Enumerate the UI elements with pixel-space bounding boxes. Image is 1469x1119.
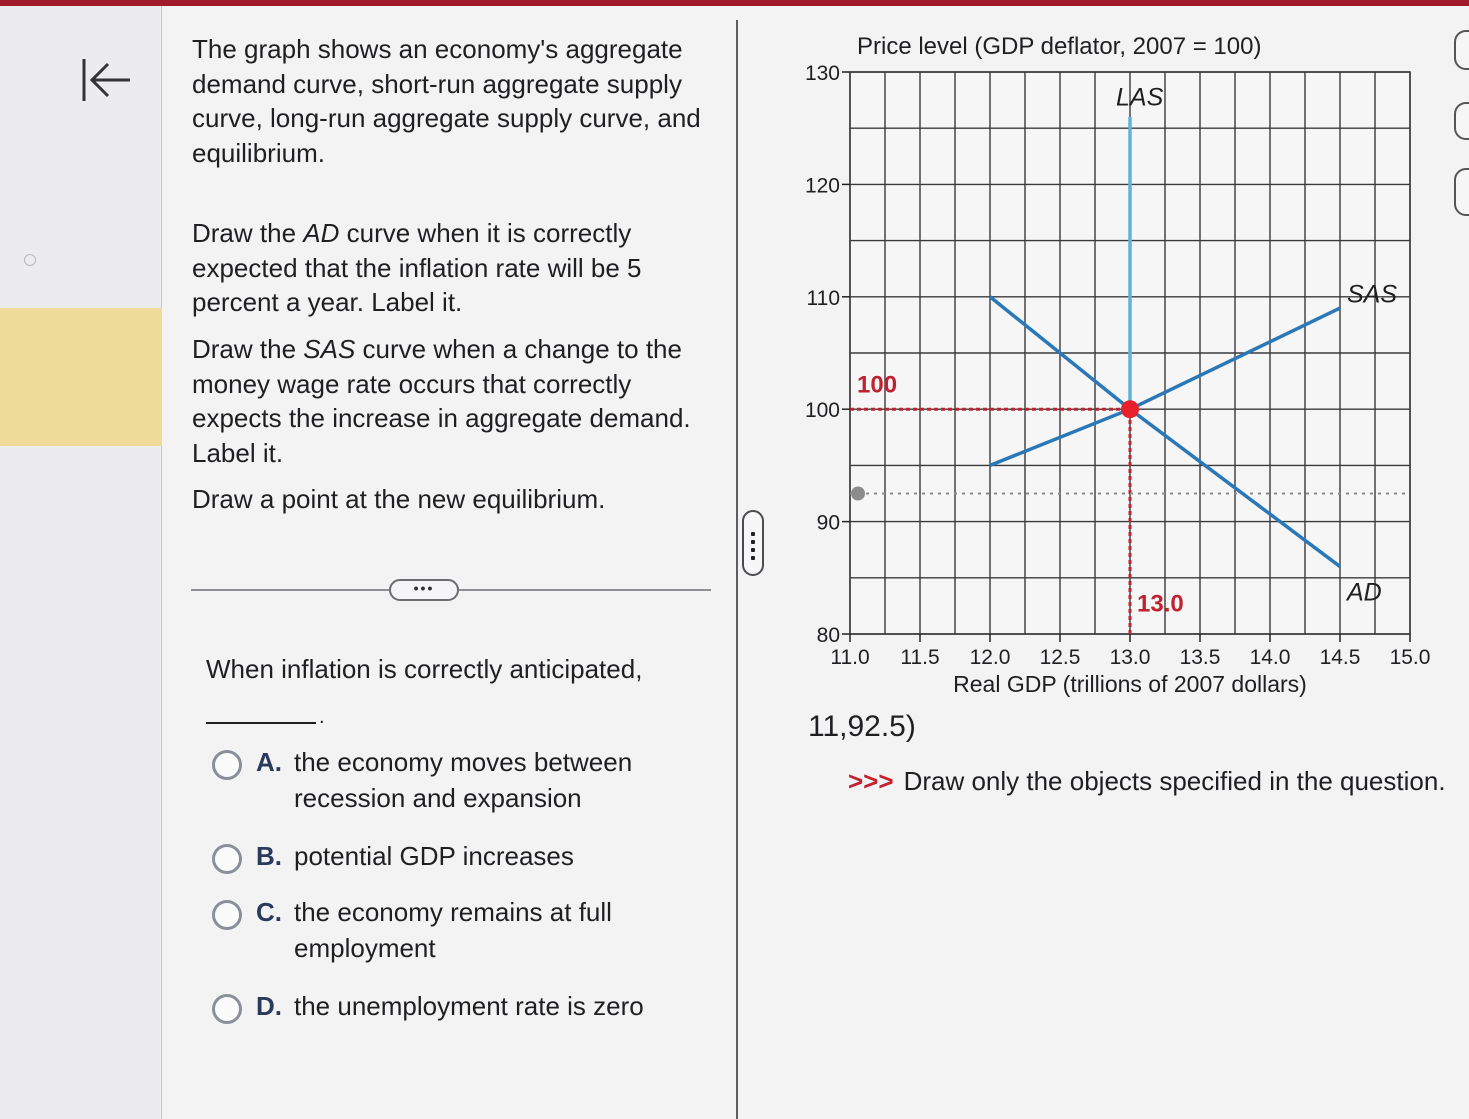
- drawing-instruction: [848, 766, 1446, 797]
- y-tick-label: 120: [804, 174, 840, 198]
- x-axis-label: Real GDP (trillions of 2007 dollars): [953, 671, 1307, 697]
- tool-button-3[interactable]: [1454, 168, 1469, 216]
- curve-label-13-0: 13.0: [1137, 590, 1184, 618]
- x-tick-label: 13.5: [1179, 646, 1221, 669]
- curve-label-ad: AD: [1347, 578, 1382, 607]
- option-d-text: the unemployment rate is zero: [294, 991, 644, 1021]
- sub-question-prompt: When inflation is correctly anticipated,: [206, 654, 643, 684]
- x-tick-label: 13.0: [1109, 646, 1151, 669]
- tool-button-1[interactable]: [1454, 30, 1469, 70]
- option-a-letter: A.: [256, 747, 282, 777]
- y-tick-label: 130: [804, 62, 840, 85]
- x-tick-label: 15.0: [1389, 646, 1431, 669]
- question-instruction-sas: Draw the SAS curve when a change to the money wage rate occurs that correctly expects the increase in aggregate demand. Label it.: [192, 334, 691, 468]
- x-tick-label: 12.5: [1039, 646, 1081, 669]
- cursor-point: [851, 487, 865, 501]
- tool-button-2[interactable]: [1454, 102, 1469, 140]
- curve-label-100: 100: [857, 371, 898, 399]
- instruction-arrows: >>>: [848, 766, 894, 796]
- x-tick-label: 11.5: [900, 646, 940, 669]
- question-intro: The graph shows an economy's aggregate demand curve, short-run aggregate supply curve, long-run aggregate supply curve, and equilibrium.: [192, 34, 701, 168]
- answer-blank-period: .: [319, 706, 325, 728]
- question-instruction-point: Draw a point at the new equilibrium.: [192, 484, 606, 514]
- coordinate-readout: 11,92.5): [808, 710, 916, 743]
- x-tick-label: 12.0: [969, 646, 1011, 669]
- y-tick-label: 100: [804, 399, 840, 423]
- y-tick-label: 80: [816, 624, 840, 647]
- question-instruction-ad: Draw the AD curve when it is correctly expected that the inflation rate will be 5 percent a year. Label it.: [192, 218, 642, 317]
- instruction-text: Draw only the objects specified in the question.: [903, 766, 1446, 796]
- option-b-text: potential GDP increases: [294, 841, 574, 871]
- option-c-text: the economy remains at full employment: [294, 897, 612, 963]
- option-d-letter: D.: [256, 991, 282, 1021]
- expand-more-button[interactable]: •••: [389, 579, 459, 601]
- option-c-letter: C.: [256, 897, 282, 927]
- equilibrium-point: [1121, 400, 1139, 418]
- x-tick-label: 14.0: [1249, 646, 1291, 669]
- option-b-letter: B.: [256, 841, 282, 871]
- y-tick-label: 110: [806, 286, 840, 310]
- y-tick-label: 90: [816, 511, 840, 535]
- curve-label-las: LAS: [1116, 83, 1164, 112]
- curve-label-sas: SAS: [1347, 280, 1398, 309]
- x-tick-label: 14.5: [1319, 646, 1361, 669]
- chart-title: Price level (GDP deflator, 2007 = 100): [857, 33, 1262, 60]
- option-a-text: the economy moves between recession and expansion: [294, 747, 633, 813]
- x-tick-label: 11.0: [830, 646, 870, 669]
